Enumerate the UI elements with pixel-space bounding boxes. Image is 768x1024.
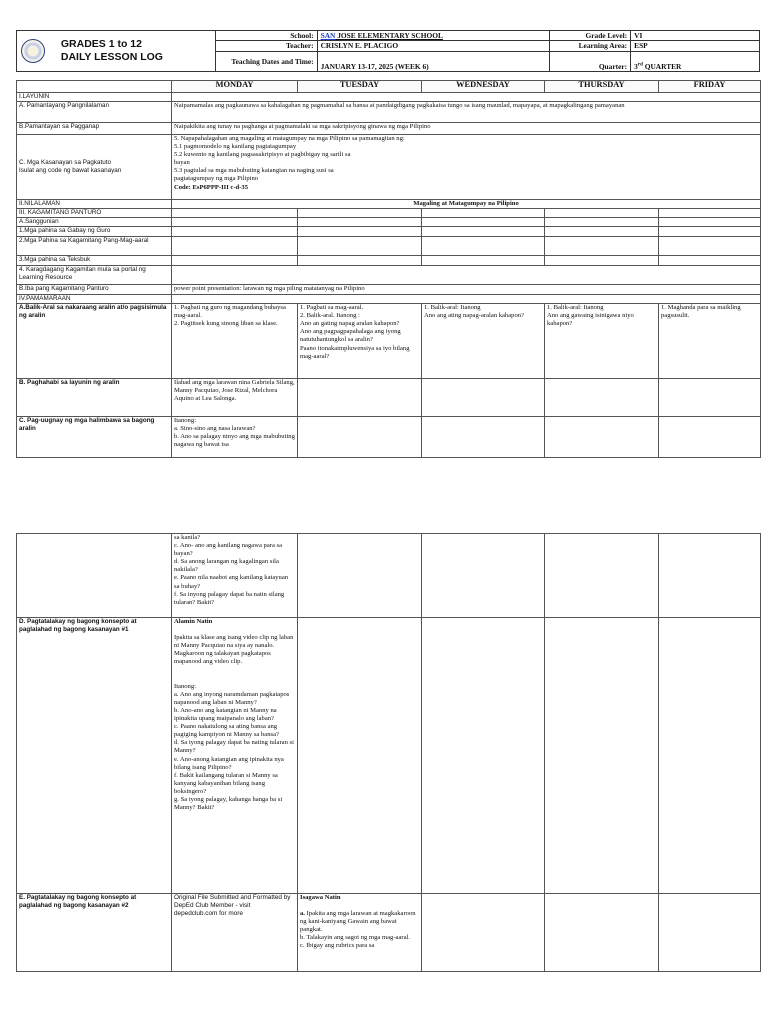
row-label-iba-pang-kagamitan: B.Iba pang Kagamitang Panturo <box>17 285 172 295</box>
pamantayan-sa-pagganap-text: Naipakikita ang tunay na paghanga at pagmamalaki sa mga sakripisyong ginawa ng mga Pilipino <box>172 123 761 135</box>
blank-cell <box>659 379 761 417</box>
pag-uugnay-monday-continued: sa kanila? c. Ano- ano ang kanilang nagawa para sa bayan? d. Sa anong larangan ng kagalingan sila nakilala? e. Paano nila naabot ang kanilang katayuan sa buhay? f. Sa inyong palagay dapat ba natin silang tularan? Bakit? <box>172 534 298 618</box>
school-value: SAN JOSE ELEMENTARY SCHOOL <box>317 31 550 41</box>
school-link[interactable]: SAN <box>320 31 336 41</box>
row-label-kasanayan: C. Mga Kasanayan sa Pagkatuto Isulat ang code ng bawat kasanayan <box>17 135 172 200</box>
blank-cell <box>659 209 761 218</box>
day-wednesday: WEDNESDAY <box>422 81 545 93</box>
grade-label: Grade Level: <box>550 31 631 41</box>
grade-value: VI <box>631 31 760 41</box>
blank-cell <box>659 534 761 618</box>
lesson-log-table <box>16 80 761 458</box>
area-label: Learning Area: <box>550 41 631 51</box>
balik-aral-monday: 1. Pagbati ng guro ng magandang buhaysa mag-aaral. 2. Pagtitsek kung sinong liban sa klase. <box>172 304 298 379</box>
day-friday: FRIDAY <box>659 81 761 93</box>
alamin-natin-text: Ipakita sa klase ang isang video clip ng laban ni Manny Pacquiao na siya ay nanalo. Magkaroon ng talakayan pagkatapos mapanood ang video clip. Itanong: a. Ano ang inyong naramdaman pagkatapos napanood ang laban ni Manny? b. Ano-ano ang katangian ni Manny na ipinakita upang maipanalo ang laban? c. Paano nakatulong sa ating bansa ang pagiging kampiyon ni Manny sa bansa? d. Sa iyong palagay dapat ba nating tularan si Manny? e. Ano-anong katangian ang ipinakita nya bilang isang Pilipino? f. Bakit kailangang tularan si Manny sa kanyang kabayanihan bilang isang boksingero? g. Sa iyong palagay, kahanga hanga ba si Manny? Bakit? <box>174 634 294 812</box>
blank-corner <box>17 81 172 93</box>
blank-cell <box>545 618 659 894</box>
page-title: GRADES 1 to 12 DAILY LESSON LOG <box>60 38 163 63</box>
blank-cell <box>659 256 761 266</box>
blank-cell <box>172 295 761 304</box>
row-label-pag-uugnay: C. Pag-uugnay ng mga halimbawa sa bagong aralin <box>17 417 172 458</box>
row-label-learning-resource-portal: 4. Karagdagang Kagamitan mula sa portal ng Learning Resource <box>17 266 172 285</box>
blank-cell <box>545 218 659 227</box>
layunin-blank <box>172 93 761 102</box>
dates-value: JANUARY 13-17, 2025 (WEEK 6) <box>317 51 550 72</box>
day-monday: MONDAY <box>172 81 298 93</box>
area-value: ESP <box>631 41 760 51</box>
blank-cell <box>298 237 422 256</box>
teacher-label: Teacher: <box>215 41 317 51</box>
blank-cell <box>298 534 422 618</box>
isagawa-natin-item-a: a. Ipakita ang mga larawan at magkakaroon ng kani-kaniyang Gawain ang bawat pangkat. <box>300 910 416 934</box>
blank-cell <box>422 618 545 894</box>
blank-cell <box>659 218 761 227</box>
isagawa-natin-heading: Isagawa Natin <box>300 894 341 901</box>
row-label-balik-aral: A.Balik-Aral sa nakaraang aralin at/o pagsisimula ng aralin <box>17 304 172 379</box>
school-label: School: <box>215 31 317 41</box>
isagawa-natin-rest: b. Talakayin ang sagot ng mga mag-aaral. c. Ibigay ang rubrics para sa <box>300 934 411 950</box>
balik-aral-friday: 1. Maghanda para sa maikling pagsusulit. <box>659 304 761 379</box>
blank-cell <box>545 379 659 417</box>
blank-cell <box>422 534 545 618</box>
pag-uugnay-monday: Itanong: a. Sino-sino ang nasa larawan? b. Ano sa palagay ninyo ang mga mabubuting nagawa ng bawat isa <box>172 417 298 458</box>
blank-cell <box>659 237 761 256</box>
balik-aral-thursday: 1. Balik-aral: Itanong Ano ang gawaing isinigawa niyo kahapon? <box>545 304 659 379</box>
balik-aral-tuesday: 1. Pagbati sa mag-aaral. 2. Balik-aral. Itanong : Ano an gating napag aralan kahapon? Ano ang pagpagpapahalaga ang iyong natutuhantungkol sa aralin? Paano itonakaimpluwensiya sa iyo bilang mag-aaral? <box>298 304 422 379</box>
blank-cell <box>172 256 298 266</box>
dates-label: Teaching Dates and Time: <box>215 51 317 72</box>
blank-cell <box>545 256 659 266</box>
iba-pang-kagamitan-text: power point presentation: larawan ng mga piling matatanyag na Pilipino <box>172 285 761 295</box>
row-label-pamantayan-sa-pagganap: B.Pamantayan sa Pagganap <box>17 123 172 135</box>
row-label-gabay-ng-guro: 1.Mga pahina sa Gabay ng Guro <box>17 227 172 237</box>
blank-cell <box>17 534 172 618</box>
blank-cell <box>545 894 659 972</box>
pamantayang-pangnilalaman-text: Naipamamalas ang pagkaunawa sa kahalagahan ng pagmamahal sa bansa at pandaigdigang pagkakaisa tungo sa isang maunlad, mapayapa, at mapagkalingang pamayanan <box>172 102 761 123</box>
blank-cell <box>422 237 545 256</box>
blank-cell <box>298 218 422 227</box>
kasanayan-text: 5. Napapahalagahan ang magaling at matagumpay na mga Pilipino sa pamamagitan ng: 5.1 pagmomodelo ng kanilang pagtatagumpay 5.2 kuwento ng kanilang pagsasakripisyo at pagbibigay ng sarili sa bayan 5.3 pagtulad sa mga mabubuting katangian na naging susi sa pagtatagumpay ng mga Pilipino <box>174 135 405 183</box>
pagtatalakay-2-tuesday <box>298 894 422 972</box>
row-label-pagtatalakay-2: E. Pagtatalakay ng bagong konsepto at paglalahad ng bagong kasanayan #2 <box>17 894 172 972</box>
blank-cell <box>172 227 298 237</box>
blank-cell <box>422 209 545 218</box>
day-thursday: THURSDAY <box>545 81 659 93</box>
header-title-cell <box>17 31 216 72</box>
section-nilalaman: II.NILALAMAN <box>17 200 172 209</box>
row-label-teksbuk: 3.Mga pahina sa Teksbuk <box>17 256 172 266</box>
blank-cell <box>545 534 659 618</box>
blank-cell <box>172 218 298 227</box>
day-tuesday: TUESDAY <box>298 81 422 93</box>
section-layunin: I.LAYUNIN <box>17 93 172 102</box>
blank-cell <box>298 227 422 237</box>
blank-cell <box>422 379 545 417</box>
kasanayan-code: Code: EsP6PPP-III c-d-35 <box>174 183 248 191</box>
section-pamamaraan: IV.PAMAMARAAN <box>17 295 172 304</box>
blank-cell <box>422 894 545 972</box>
blank-cell <box>545 227 659 237</box>
blank-cell <box>659 894 761 972</box>
quarter-label: Quarter: <box>550 51 631 72</box>
blank-cell <box>422 218 545 227</box>
row-label-paghahabi: B. Paghahabi sa layunin ng aralin <box>17 379 172 417</box>
section-kagamitang-panturo: III. KAGAMITANG PANTURO <box>17 209 172 218</box>
blank-cell <box>298 209 422 218</box>
blank-cell <box>422 256 545 266</box>
blank-cell <box>298 417 422 458</box>
pagtatalakay-1-monday <box>172 618 298 894</box>
blank-cell <box>298 618 422 894</box>
kasanayan-cell <box>172 135 761 200</box>
blank-cell <box>545 417 659 458</box>
blank-cell <box>422 417 545 458</box>
row-label-kagamitang-mag-aaral: 2.Mga Pahina sa Kagamitang Pang-Mag-aaral <box>17 237 172 256</box>
blank-cell <box>659 618 761 894</box>
blank-cell <box>422 227 545 237</box>
row-label-sanggunian: A.Sanggunian <box>17 218 172 227</box>
header-table <box>16 30 760 72</box>
teacher-value: CRISLYN E. PLACIGO <box>317 41 550 51</box>
lesson-log-table-continued <box>16 533 761 972</box>
blank-cell <box>659 227 761 237</box>
balik-aral-wednesday: 1. Balik-aral: Itanong Ano ang ating napag-aralan kahapon? <box>422 304 545 379</box>
blank-cell <box>172 237 298 256</box>
blank-cell <box>298 256 422 266</box>
paghahabi-monday: Ilahad ang mga larawan nina Gabriela Silang, Manny Pacquiao, Jose Rizal, Melchora Aquino at Lea Salonga. <box>172 379 298 417</box>
row-label-pagtatalakay-1: D. Pagtatalakay ng bagong konsepto at paglalahad ng bagong kasanayan #1 <box>17 618 172 894</box>
blank-cell <box>545 237 659 256</box>
deped-seal-icon <box>21 39 45 63</box>
blank-cell <box>172 209 298 218</box>
alamin-natin-heading: Alamin Natin <box>174 618 213 625</box>
blank-cell <box>659 417 761 458</box>
pagtatalakay-2-monday: Original File Submitted and Formatted by DepEd Club Member - visit depedclub.com for more <box>172 894 298 972</box>
nilalaman-text: Magaling at Matagumpay na Pilipino <box>172 200 761 209</box>
blank-cell <box>545 209 659 218</box>
blank-cell <box>298 379 422 417</box>
quarter-value: 3rd QUARTER <box>631 51 760 72</box>
row-label-pamantayang-pangnilalaman: A. Pamantayang Pangnilalaman <box>17 102 172 123</box>
blank-cell <box>172 266 761 285</box>
